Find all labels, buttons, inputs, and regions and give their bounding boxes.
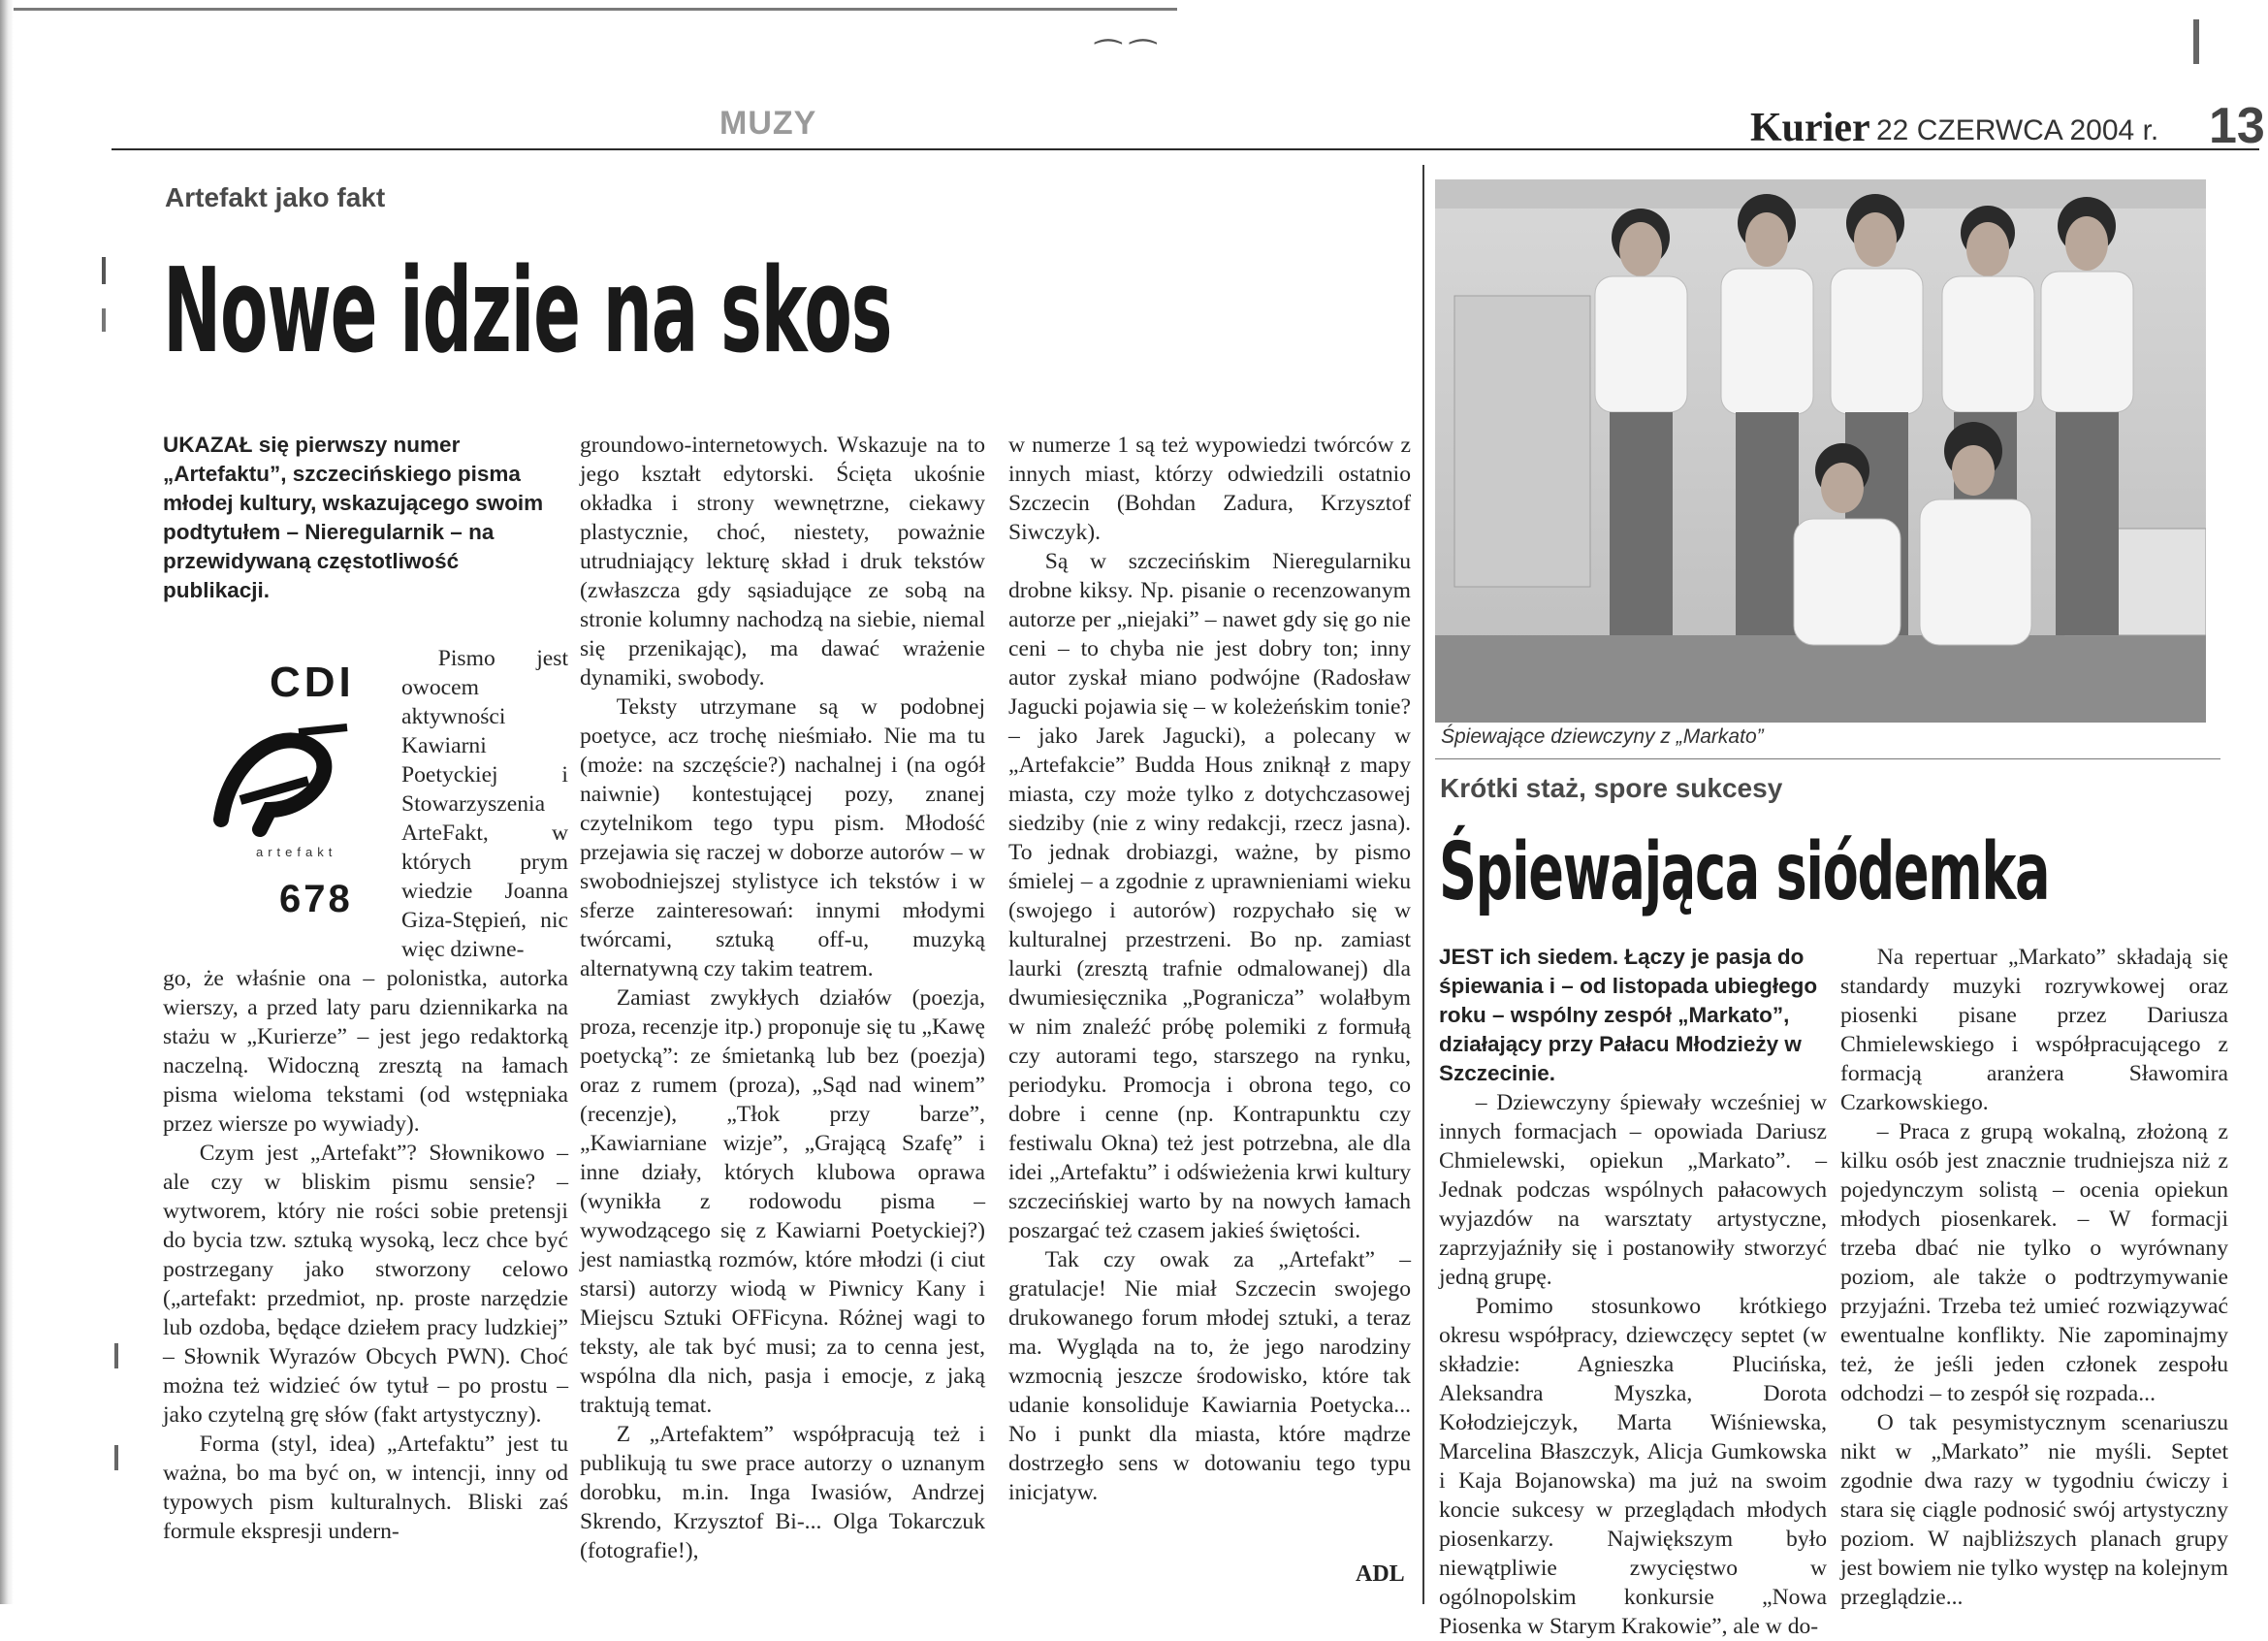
article1-kicker: Artefakt jako fakt	[165, 182, 386, 212]
article2-lead: JEST ich siedem. Łączy je pasja do śpiewania i – od listopada ubiegłego roku – wspólny zespół „Markato”, działający przy Pałacu Młodzieży w Szczecinie.	[1439, 945, 1818, 1085]
margin-mark	[2193, 19, 2199, 64]
section-label: MUZY	[719, 105, 817, 142]
scan-shadow-left	[0, 0, 14, 1604]
paragraph: Pismo jest owocem aktywności Kawiarni Poetyckiej i Stowarzyszenia ArteFakt, w których prym wiedzie Joanna Giza-Stępień, nic więc dziwne-	[401, 646, 568, 962]
article1-signature: ADL	[1356, 1561, 1405, 1587]
article2-kicker: Krótki staż, spore sukcesy	[1440, 773, 1783, 803]
paragraph: Czym jest „Artefakt”? Słownikowo – ale czy w bliskim pismu sensie? – wytworem, który nie rości sobie pretensji do bycia tzw. sztuką wysoką, lecz chce być postrzegany jako stworzony celowo („artefakt: przedmiot, np. proste narzędzie lub ozdoba, będące dziełem pracy ludzkiej” – Słownik Wyrazów Obcych PWN). Choć można też widzieć ów tytuł – po prostu – jako czytelną grę słów (fakt artystyczny).	[163, 1141, 568, 1428]
caption-rule	[1435, 758, 2220, 759]
logo-text-top: CDI	[270, 659, 355, 706]
artefakt-logo	[163, 645, 396, 931]
paragraph: Teksty utrzymane są w podobnej poetyce, acz trochę nieśmiało. Nie ma tu (może: na szczęście?) nachalnej i (na ogół naiwnie) kontestującej pozy, znanej czytelnikom tego typu pism. Młodość przejawia się raczej w doborze autorów – w swobodniejszej stylistyce ich tekstów i w sferze zainteresowań: innymi młodymi twórcami, sztuką off-u, muzyką alternatywną czy takim teatrem.	[580, 694, 985, 981]
page-number: 13	[2209, 98, 2265, 154]
article1-lead: UKAZAŁ się pierwszy numer „Artefaktu”, szczecińskiego pisma młodej kultury, wskazującego swoim podtytułem – Nieregularnik – na przewidywaną częstotliwość publikacji.	[163, 433, 544, 602]
markato-photo	[1435, 179, 2206, 723]
photo-scene	[1435, 179, 2206, 723]
paragraph: groundowo-internetowych. Wskazuje na to jego kształt edytorski. Ścięta ukośnie okładka i strony wewnętrzne, ciekawy plastycznie, choć, niestety, poważnie utrudniający lekturę skład i druk tekstów (zwłaszcza gdy sąsiadujące ze sobą na stronie kolumny nachodzą na siebie, niemal się przenikając), ma dawać wrażenie dynamiki, swobody.	[580, 433, 985, 691]
margin-mark	[114, 1445, 118, 1470]
paper-name: Kurier	[1750, 106, 1870, 150]
header-rule	[112, 148, 2259, 150]
margin-mark	[102, 308, 106, 332]
margin-mark	[114, 1343, 118, 1368]
photo-caption: Śpiewające dziewczyny z „Markato”	[1441, 725, 1764, 748]
paragraph: Pomimo stosunkowo krótkiego okresu współpracy, dziewczęcy septet (w składzie: Agnieszka Plucińska, Aleksandra Myszka, Dorota Kołodziejczyk, Marta Wiśniewska, Marcelina Błaszczyk, Alicja Gumkowska i Kaja Bojanowska) ma już na swoim koncie sukcesy w przeglądach młodych piosenkarzy. Największym było niewątpliwie zwycięstwo w ogólnopolskim konkursie „Nowa Piosenka w Starym Krakowie”, ale w do-	[1439, 1294, 1827, 1639]
article1-col1-beside-logo	[401, 644, 568, 964]
paragraph: Zamiast zwykłych działów (poezja, proza, recenzje itp.) proponuje się tu „Kawę poetycką”: ze śmietanką lub bez (poezja) oraz z rumem (proza), „Sąd nad winem” (recenzje), „Tłok przy barze”, „Kawiarniane wizje”, „Grającą Szafę” i inne działy, których klubowa oprawa (wynikła z rodowodu pisma – wywodzącego się z Kawiarni Poetyckiej?) jest namiastką rozmów, które młodzi (i ciut starsi) autorzy wiodą w Piwnicy Kany i Miejscu Sztuki OFFicyna. Różnej wagi to teksty, ale tak być musi; za to cenna jest, wspólna dla nich, pasja i emocje, z jaką traktują temat.	[580, 985, 985, 1418]
margin-mark	[102, 257, 106, 284]
paragraph: Są w szczecińskim Nieregularniku drobne kiksy. Np. pisanie o recenzowanym autorze per „niejaki” – nawet gdy się go nie ceni – to chyba nie jest dobry ton; inny autor zyskał miano podwójne (Radosław Jagucki pojawia się – w koleżeńskim tonie? – jako Jarek Jagucki), a polecany w „Artefakcie” Budda Hous zniknął z mapy miasta, czy może tylko z dotychczasowej siedziby (nie z winy redakcji, rzecz jasna). To jednak drobiazgi, ważne, by pismo śmielej – a zgodnie z uprawnieniami wieku (swojego i autorów) rozpychało się w kulturalnej przestrzeni. Bo np. zamiast laurki (zresztą trafnie odmalowanej) dla dwumiesięcznika „Pogranicza” wolałbym w nim znaleźć próbę polemiki z formułą czy autorami tego, starszego na rynku, periodyku. Promocja i obrona tego, co dobre i cenne (np. Kontrapunktu czy festiwalu Okna) też jest potrzebna, ale dla idei „Artefaktu” i odświeżenia krwi kultury szczecińskiej warto by na nowych łamach poszargać też czasem jakieś świętości.	[1008, 549, 1411, 1243]
article1-headline: Nowe idzie na skos	[163, 244, 892, 379]
paragraph: – Dziewczyny śpiewały wcześniej w innych formacjach – opowiada Dariusz Chmielewski, opiekun „Markato”. – Jednak podczas wspólnych pałacowych wyjazdów na warsztaty artystyczne, zaprzyjaźniły się i postanowiły stworzyć jedną grupę.	[1439, 1090, 1827, 1290]
article1-col3	[1008, 431, 1411, 1507]
paragraph: Forma (styl, idea) „Artefaktu” jest tu ważna, bo ma być on, w intencji, inny od typowych pism kulturalnych. Bliski zaś formule ekspresji undern-	[163, 1432, 568, 1544]
article2-col1	[1439, 943, 1827, 1641]
article1-col2	[580, 431, 985, 1565]
article2-headline: Śpiewająca siódemka	[1439, 826, 2050, 918]
paragraph: O tak pesymistycznym scenariuszu nikt w „Markato” nie myśli. Septet zgodnie dwa razy w tygodniu ćwiczy i stara się ciągle podnosić swój artystyczny poziom. W najbliższych planach grupy jest bowiem nie tylko występ na kolejnym przeglądzie...	[1840, 1410, 2228, 1610]
paragraph: w numerze 1 są też wypowiedzi twórców z innych miast, którzy odwiedzili ostatnio Szczecin (Bohdan Zadura, Krzysztof Siwczyk).	[1008, 433, 1411, 545]
scan-top-edge	[14, 8, 1177, 11]
paragraph: Na repertuar „Markato” składają się standardy muzyki rozrywkowej oraz piosenki pisane przez Dariusza Chmielewskiego i współpracującego z formacją aranżera Sławomira Czarkowskiego.	[1840, 945, 2228, 1115]
paragraph: go, że właśnie ona – polonistka, autorka wierszy, a przed laty paru dziennikarka na stażu w „Kurierze” – jest jego redaktorką naczelną. Widoczną zresztą na łamach pisma wieloma tekstami (od wstępniaka przez wiersze po wywiady).	[163, 966, 568, 1137]
article2-col2	[1840, 943, 2228, 1612]
paragraph: Z „Artefaktem” współpracują też i publikują tu swe prace autorzy o uznanym dorobku, m.in. Inga Iwasiów, Andrzej Skrendo, Krzysztof Bi-... Olga Tokarczuk (fotografie!),	[580, 1422, 985, 1563]
issue-date: 22 CZERWCA 2004 r.	[1876, 114, 2159, 146]
logo-text-bottom: 678	[279, 878, 353, 920]
article1-col1-body	[163, 964, 568, 1546]
paragraph: Tak czy owak za „Artefakt” – gratulacje! Nie miał Szczecin swojego drukowanego forum młodej sztuki, a teraz ma. Wygląda na to, że jego narodziny wzmocnią jeszcze środowisko, które tak udanie konsoliduje Kawiarnia Poetycka... No i punkt dla miasta, które mądrze dostrzegło sens w dotowaniu tego typu inicjatyw.	[1008, 1247, 1411, 1505]
article1-col1	[163, 431, 568, 605]
column-divider	[1422, 165, 1424, 1604]
logo-caption: artefakt	[256, 845, 337, 859]
scan-mark-top: ⁀ ⁀	[1096, 39, 1156, 76]
artefakt-logo-mark	[202, 713, 367, 839]
paragraph: – Praca z grupą wokalną, złożoną z kilku osób jest znacznie trudniejsza niż z pojedynczym solistą – ocenia opiekun młodych piosenkarek. – W formacji trzeba dbać nie tylko o wyrównany poziom, ale także o podtrzymywanie przyjaźni. Trzeba też umieć rozwiązywać ewentualne konflikty. Nie zapominajmy też, że jeśli jeden członek zespołu odchodzi – to zespół się rozpada...	[1840, 1119, 2228, 1406]
